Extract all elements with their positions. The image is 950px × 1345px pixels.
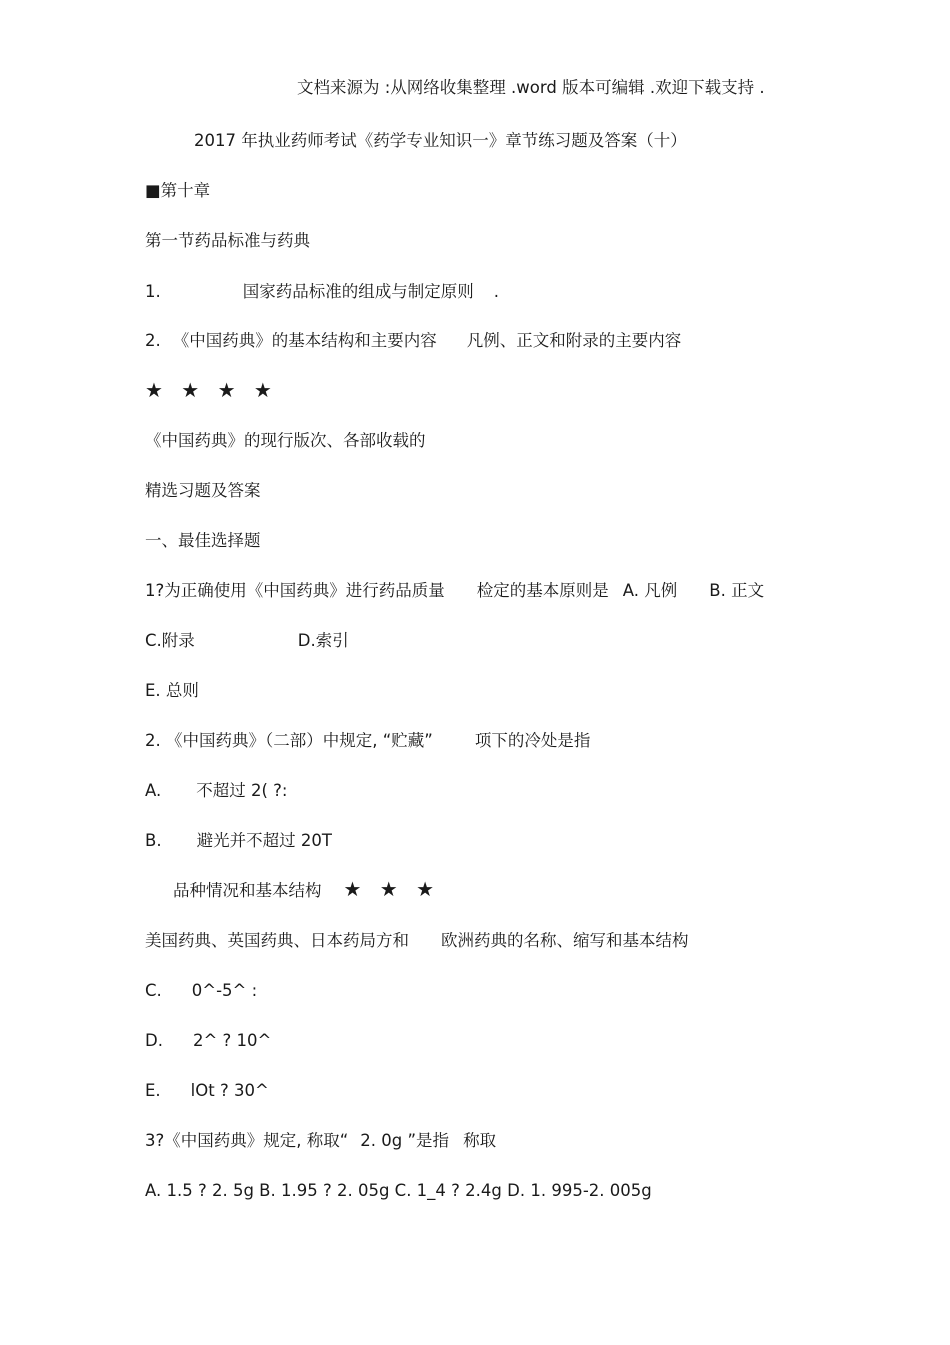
point-1-text: 国家药品标准的组成与制定原则 — [242, 282, 474, 301]
q3-stem-c: 称取 — [463, 1131, 497, 1150]
question-1-stem — [145, 581, 764, 601]
q2-option-d-label: D. — [145, 1031, 163, 1050]
varieties-text: 品种情况和基本结构 — [173, 881, 322, 900]
q2-option-a — [145, 781, 288, 801]
q2-option-d — [145, 1031, 271, 1051]
q1-option-c: C.附录 — [145, 631, 195, 650]
point-2-text: 《中国药典》的基本结构和主要内容 — [172, 331, 437, 350]
point-2-tail: 凡例、正文和附录的主要内容 — [466, 331, 682, 350]
question-3-stem — [145, 1131, 496, 1151]
q2-option-a-label: A. — [145, 781, 162, 800]
q2-option-c-text: 0^-5^ : — [191, 981, 258, 1000]
q1-option-d: D.索引 — [297, 631, 349, 650]
q1-option-e: E. 总则 — [145, 681, 199, 700]
point-2 — [145, 331, 681, 351]
importance-stars-4: ★ ★ ★ ★ — [145, 378, 278, 402]
point-1-number: 1. — [145, 282, 161, 301]
document-title: 2017 年执业药师考试《药学专业知识一》章节练习题及答案（十） — [194, 131, 687, 150]
foreign-line-a: 美国药典、英国药典、日本药局方和 — [145, 931, 409, 950]
q3-stem-b: 2. 0g ”是指 — [360, 1131, 450, 1150]
q1-stem-b: 检定的基本原则是 — [476, 581, 609, 600]
question-2-stem — [145, 731, 590, 751]
importance-stars-3: ★ ★ ★ — [343, 877, 441, 901]
point-1 — [145, 282, 499, 302]
foreign-pharmacopoeia-line — [145, 931, 689, 951]
q1-option-b: B. 正文 — [709, 581, 765, 600]
q2-stem-b: 项下的冷处是指 — [474, 731, 591, 750]
point-2-number: 2. — [145, 331, 161, 350]
q2-option-c — [145, 981, 257, 1001]
q2-option-e-text: lOt ? 30^ — [190, 1081, 269, 1100]
q2-option-e-label: E. — [145, 1081, 161, 1100]
q1-option-a: A. 凡例 — [622, 581, 678, 600]
part-one-heading: 一、最佳选择题 — [145, 531, 261, 550]
exercises-heading: 精选习题及答案 — [145, 481, 261, 500]
q2-option-d-text: 2^ ? 10^ — [192, 1031, 272, 1050]
header-note: 文档来源为 :从网络收集整理 .word 版本可编辑 .欢迎下载支持 . — [297, 78, 765, 97]
q2-option-a-text: 不超过 2( ?: — [196, 781, 288, 800]
versions-line: 《中国药典》的现行版次、各部收载的 — [145, 431, 426, 450]
section-heading: 第一节药品标准与药典 — [145, 231, 310, 250]
q2-option-c-label: C. — [145, 981, 162, 1000]
q2-option-b — [145, 831, 332, 851]
q1-stem-a: 1?为正确使用《中国药典》进行药品质量 — [145, 581, 445, 600]
foreign-line-b: 欧洲药典的名称、缩写和基本结构 — [441, 931, 689, 950]
q3-options: A. 1.5 ? 2. 5g B. 1.95 ? 2. 05g C. 1_4 ? 2.4g D. 1. 995-2. 005g — [145, 1181, 652, 1200]
q3-stem-a: 3?《中国药典》规定, 称取“ — [145, 1131, 349, 1150]
varieties-line — [173, 879, 440, 901]
chapter-heading: ■第十章 — [145, 181, 211, 200]
question-1-options-cd — [145, 631, 349, 651]
q2-option-e — [145, 1081, 269, 1101]
q2-stem-a: 2. 《中国药典》（二部）中规定, “贮藏” — [145, 731, 433, 750]
q2-option-b-text: 避光并不超过 20T — [196, 831, 332, 850]
q2-option-b-label: B. — [145, 831, 162, 850]
point-1-tail: . — [493, 282, 499, 301]
